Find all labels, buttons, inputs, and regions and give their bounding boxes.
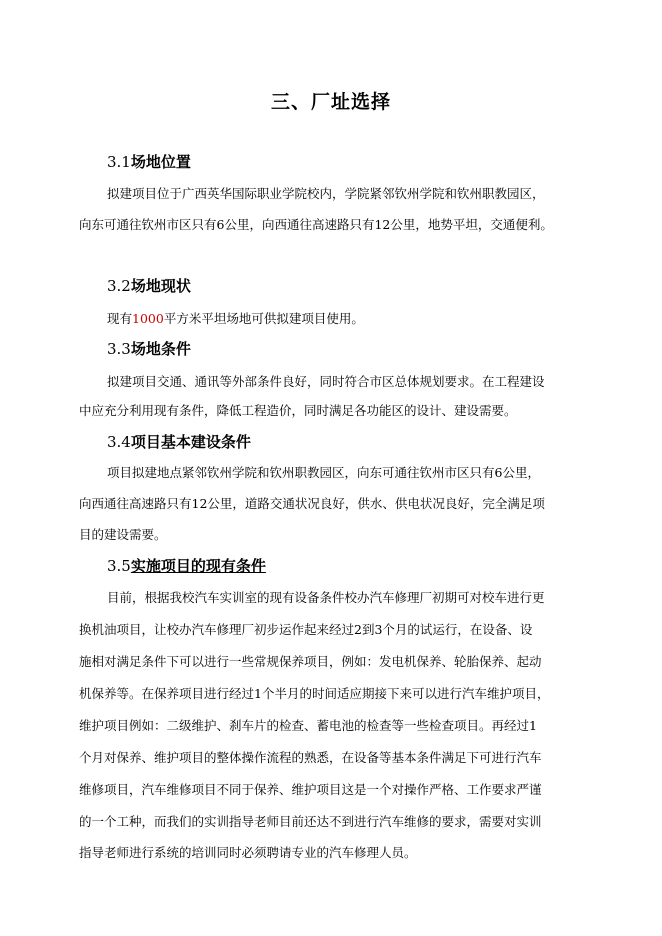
page-title: 三、厂址选择 (270, 91, 391, 113)
section-heading-3-2 (107, 275, 191, 296)
paragraph-line: 目前，根据我校汽车实训室的现有设备条件校办汽车修理厂初期可对校车进行更 (107, 590, 545, 605)
section-title: 场地位置 (130, 153, 191, 171)
text-run: 平方米平坦场地可供拟建项目使用。 (163, 311, 364, 326)
paragraph-line (107, 309, 364, 327)
paragraph-line: 施相对满足条件下可以进行一些常规保养项目，例如：发电机保养、轮胎保养、起动 (79, 654, 542, 669)
section-number: 3.2 (107, 277, 131, 295)
paragraph-line: 向西通往高速路只有12公里，道路交通状况良好，供水、供电状况良好，完全满足项 (79, 496, 545, 511)
section-heading-3-1 (107, 151, 191, 172)
section-heading-3-5 (107, 555, 266, 576)
section-number: 3.4 (107, 433, 131, 451)
section-heading-3-3 (107, 338, 191, 359)
section-title: 场地条件 (130, 340, 191, 358)
paragraph-line: 目的建设需要。 (79, 527, 167, 542)
paragraph-line: 中应充分利用现有条件，降低工程造价，同时满足各功能区的设计、建设需要。 (79, 403, 517, 418)
section-number: 3.3 (107, 340, 131, 358)
section-heading-3-4 (107, 431, 251, 452)
paragraph-line: 机保养等。在保养项目进行经过1个半月的时间适应期接下来可以进行汽车维护项目， (79, 686, 550, 701)
section-title: 实施项目的现有条件 (130, 557, 266, 575)
paragraph-line: 拟建项目位于广西英华国际职业学院校内，学院紧邻钦州学院和钦州职教园区， (107, 186, 545, 201)
paragraph-line: 的一个工种，而我们的实训指导老师目前还达不到进行汽车维修的要求，需要对实训 (79, 814, 542, 829)
paragraph-line: 维护项目例如：二级维护、刹车片的检查、蓄电池的检查等一些检查项目。再经过1 (79, 718, 537, 733)
paragraph-line: 向东可通往钦州市区只有6公里，向西通往高速路只有12公里，地势平坦，交通便利。 (79, 217, 553, 232)
section-number: 3.5 (107, 557, 131, 575)
section-title: 项目基本建设条件 (130, 433, 251, 451)
paragraph-line: 指导老师进行系统的培训同时必须聘请专业的汽车修理人员。 (79, 845, 417, 860)
paragraph-line: 换机油项目，让校办汽车修理厂初步运作起来经过2到3个月的试运行，在设备、设 (79, 622, 533, 637)
text-run: 现有 (107, 311, 133, 326)
paragraph-line: 项目拟建地点紧邻钦州学院和钦州职教园区，向东可通往钦州市区只有6公里， (107, 465, 540, 480)
section-title: 场地现状 (130, 277, 191, 295)
area-value: 1000 (132, 311, 164, 326)
paragraph-line: 个月对保养、维护项目的整体操作流程的熟悉，在设备等基本条件满足下可进行汽车 (79, 750, 542, 765)
paragraph-line: 拟建项目交通、通讯等外部条件良好，同时符合市区总体规划要求。在工程建设 (107, 374, 545, 389)
paragraph-line: 维修项目，汽车维修项目不同于保养、维护项目这是一个对操作严格、工作要求严谨 (79, 782, 542, 797)
section-number: 3.1 (107, 153, 131, 171)
